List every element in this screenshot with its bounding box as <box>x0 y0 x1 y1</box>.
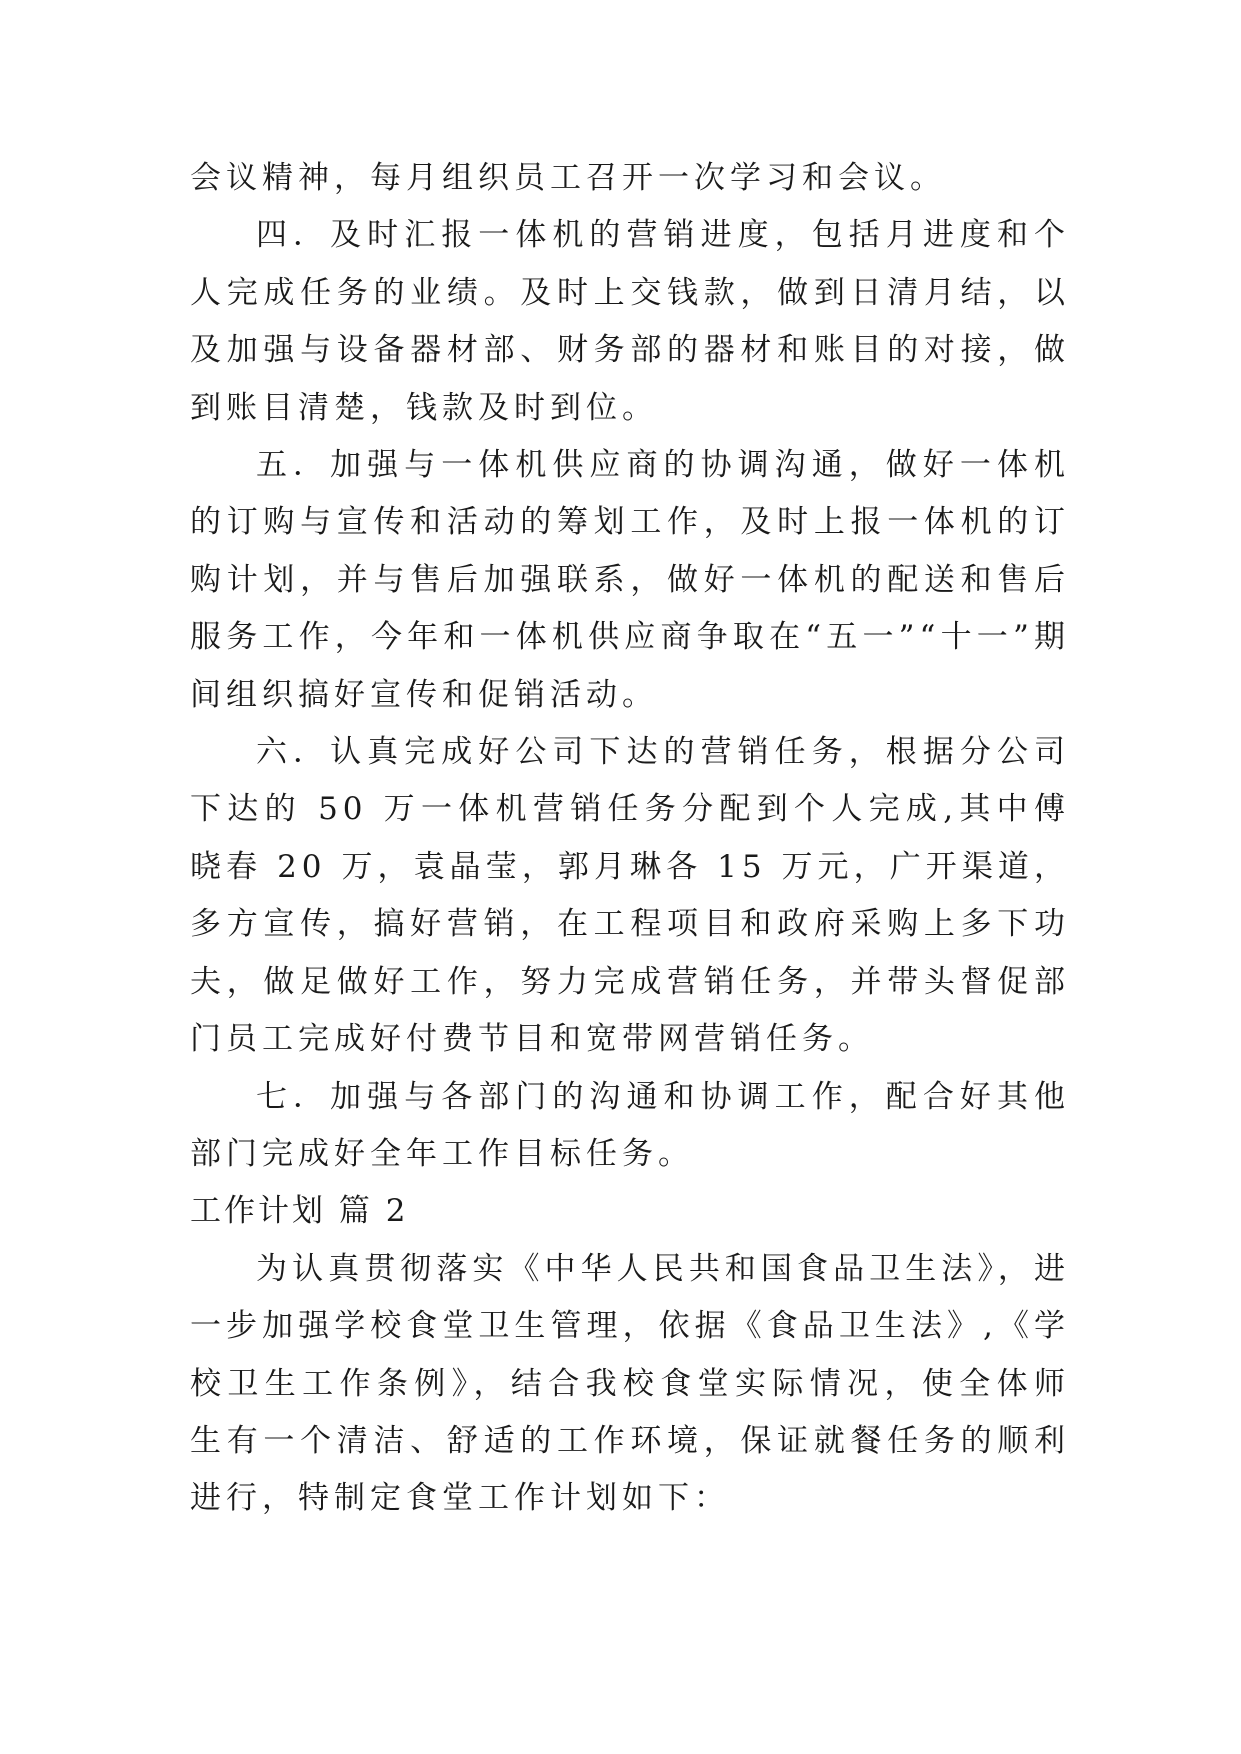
paragraph-item-5: 五．加强与一体机供应商的协调沟通，做好一体机的订购与宣传和活动的筹划工作，及时上报一体机的订购计划，并与售后加强联系，做好一体机的配送和售后服务工作，今年和一体机供应商争取在“五一”“十一”期间组织搞好宣传和促销活动。 <box>190 447 1070 713</box>
paragraph-item-6: 六．认真完成好公司下达的营销任务，根据分公司下达的 50 万一体机营销任务分配到个人完成,其中傅晓春 20 万，袁晶莹，郭月琳各 15 万元，广开渠道，多方宣传，搞好营销，在工程项目和政府采购上多下功夫，做足做好工作，努力完成营销任务，并带头督促部门员工完成好付费节目和宽带网营销任务。 <box>190 734 1070 1058</box>
section-intro-paragraph: 为认真贯彻落实《中华人民共和国食品卫生法》，进一步加强学校食堂卫生管理，依据《食品卫生法》,《学校卫生工作条例》，结合我校食堂实际情况，使全体师生有一个清洁、舒适的工作环境，保证就餐任务的顺利进行，特制定食堂工作计划如下： <box>190 1250 1070 1517</box>
paragraph-item-7: 七．加强与各部门的沟通和协调工作，配合好其他部门完成好全年工作目标任务。 <box>190 1078 1070 1172</box>
document-page <box>190 150 1070 1528</box>
paragraph-continuation: 会议精神，每月组织员工召开一次学习和会议。 <box>190 160 946 196</box>
paragraph-item-4: 四．及时汇报一体机的营销进度，包括月进度和个人完成任务的业绩。及时上交钱款，做到日清月结，以及加强与设备器材部、财务部的器材和账目的对接，做到账目清楚，钱款及时到位。 <box>190 217 1070 426</box>
section-heading: 工作计划 篇 2 <box>190 1193 409 1230</box>
